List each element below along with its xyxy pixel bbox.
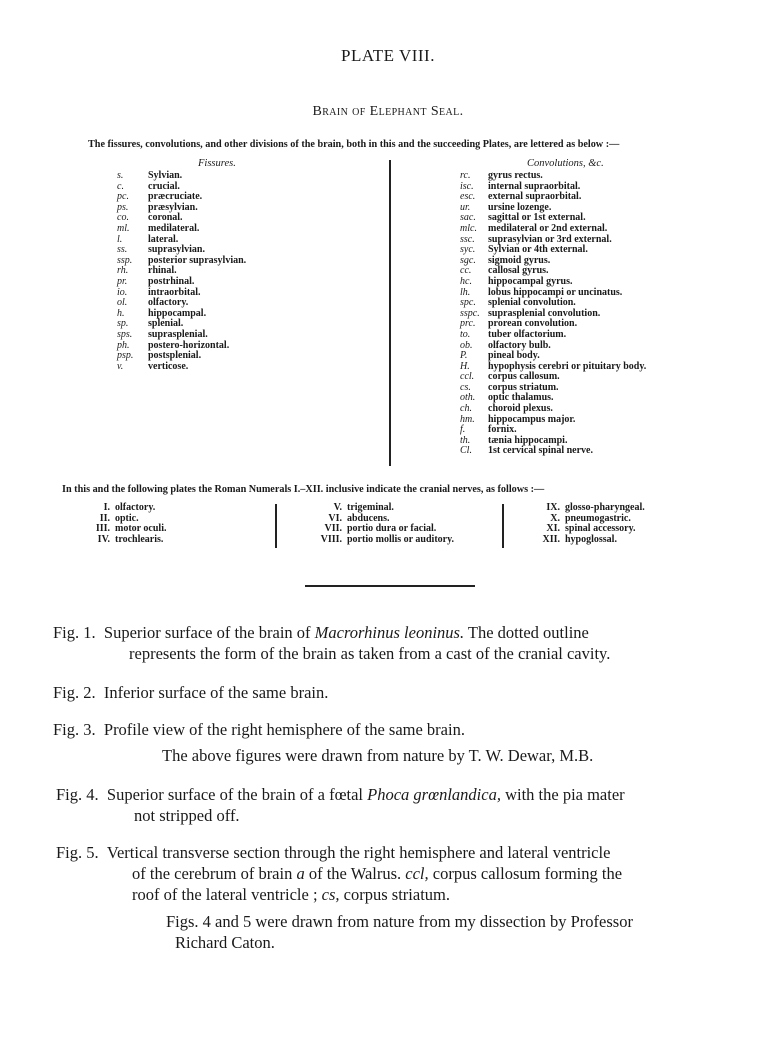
fissure-abbr: sps. bbox=[117, 328, 133, 340]
nerve-numeral: I. bbox=[103, 502, 110, 513]
species-name: Phoca grœnlandica, bbox=[367, 785, 501, 804]
nerves-column-3 bbox=[530, 503, 645, 545]
nerve-numeral: X. bbox=[550, 512, 560, 524]
convolution-name: Sylvian or 4th external. bbox=[488, 244, 588, 256]
convolution-name: suprasplenial convolution. bbox=[488, 307, 601, 319]
fig-3-caption: Fig. 3. Profile view of the right hemisphere of the same brain. bbox=[53, 720, 465, 739]
fig-4-label: Fig. 4. bbox=[56, 785, 99, 804]
nerve-name: spinal accessory. bbox=[565, 523, 636, 535]
convolution-name: choroid plexus. bbox=[488, 403, 553, 415]
species-name: Macrorhinus leoninus. bbox=[314, 623, 465, 642]
convolution-abbr: ch. bbox=[460, 403, 472, 415]
nerve-name: glosso-pharyngeal. bbox=[565, 502, 645, 513]
convolution-item bbox=[460, 446, 646, 457]
nerve-item bbox=[310, 535, 454, 546]
fissure-name: crucial. bbox=[148, 180, 180, 192]
fissure-name: suprasylvian. bbox=[148, 244, 205, 256]
fissure-abbr: v. bbox=[117, 360, 124, 372]
fissure-abbr: h. bbox=[117, 307, 125, 319]
convolution-abbr: ob. bbox=[460, 339, 473, 351]
convolution-name: corpus callosum. bbox=[488, 371, 560, 383]
credit-caton: Figs. 4 and 5 were drawn from nature from my dissection by Professor Richard Caton. bbox=[166, 912, 633, 952]
convolution-name: gyrus rectus. bbox=[488, 170, 543, 181]
nerve-numeral: IV. bbox=[97, 533, 110, 545]
fissure-abbr: ph. bbox=[117, 339, 130, 351]
convolution-abbr: H. bbox=[460, 360, 470, 372]
fissure-name: postero-horizontal. bbox=[148, 339, 230, 351]
fissure-item bbox=[117, 277, 246, 288]
convolution-item bbox=[460, 171, 646, 182]
fissures-heading: Fissures. bbox=[198, 158, 236, 169]
convolution-abbr: sac. bbox=[460, 212, 476, 224]
nerve-numeral: II. bbox=[99, 512, 110, 524]
convolution-name: lobus hippocampi or uncinatus. bbox=[488, 286, 623, 298]
fissure-name: postrhinal. bbox=[148, 275, 195, 287]
convolution-abbr: hc. bbox=[460, 275, 472, 287]
fissure-abbr: c. bbox=[117, 180, 124, 192]
convolution-name: suprasylvian or 3rd external. bbox=[488, 233, 612, 245]
fissure-item bbox=[117, 224, 246, 235]
nerves-column-1 bbox=[82, 503, 166, 545]
convolution-abbr: spc. bbox=[460, 297, 476, 309]
fissure-name: olfactory. bbox=[148, 297, 189, 309]
convolution-name: hypophysis cerebri or pituitary body. bbox=[488, 360, 647, 372]
nerve-item bbox=[310, 503, 454, 514]
convolution-abbr: mlc. bbox=[460, 222, 477, 234]
nerve-item bbox=[82, 535, 166, 546]
convolution-abbr: rc. bbox=[460, 170, 471, 181]
convolution-abbr: prc. bbox=[460, 318, 476, 330]
convolution-name: prorean convolution. bbox=[488, 318, 578, 330]
convolution-abbr: ccl. bbox=[460, 371, 475, 383]
nerve-numeral: XII. bbox=[542, 533, 560, 545]
fig-5-label: Fig. 5. bbox=[56, 843, 99, 862]
convolution-abbr: sspc. bbox=[460, 307, 480, 319]
convolution-abbr: P. bbox=[460, 350, 468, 362]
fissure-name: coronal. bbox=[148, 212, 183, 224]
convolution-name: tuber olfactorium. bbox=[488, 328, 567, 340]
fig-5-caption: Fig. 5. Vertical transverse section through the right hemisphere and lateral ventricle of the cerebrum of brain a of the Walrus. ccl, corpus callosum forming the roof of the lateral ventricle ; cs, corpus striatum. bbox=[56, 843, 623, 904]
fissure-name: rhinal. bbox=[148, 265, 177, 277]
fig-3-label: Fig. 3. bbox=[53, 720, 96, 739]
fissure-name: suprasplenial. bbox=[148, 328, 208, 340]
convolution-abbr: esc. bbox=[460, 191, 476, 203]
convolution-abbr: cc. bbox=[460, 265, 472, 277]
fissure-name: præsylvian. bbox=[148, 201, 198, 213]
fissure-abbr: pc. bbox=[117, 191, 129, 203]
nerve-numeral: XI. bbox=[546, 523, 560, 535]
fissure-abbr: l. bbox=[117, 233, 123, 245]
nerves-divider-2 bbox=[502, 504, 504, 548]
nerve-item bbox=[530, 503, 645, 514]
convolution-name: pineal body. bbox=[488, 350, 540, 362]
nerve-item bbox=[530, 535, 645, 546]
fissure-abbr: ss. bbox=[117, 244, 128, 256]
nerve-numeral: IX. bbox=[546, 502, 560, 513]
convolution-item bbox=[460, 330, 646, 341]
fissure-abbr: ssp. bbox=[117, 254, 133, 266]
fig-1-label: Fig. 1. bbox=[53, 623, 96, 642]
convolution-abbr: to. bbox=[460, 328, 471, 340]
fissure-abbr: s. bbox=[117, 170, 124, 181]
convolutions-heading: Convolutions, &c. bbox=[527, 158, 604, 169]
fissure-abbr: ml. bbox=[117, 222, 130, 234]
fissure-name: Sylvian. bbox=[148, 170, 183, 181]
nerve-name: trochlearis. bbox=[115, 533, 164, 545]
convolution-abbr: oth. bbox=[460, 392, 476, 404]
fissure-name: præcruciate. bbox=[148, 191, 203, 203]
nerve-name: abducens. bbox=[347, 512, 390, 524]
fissure-item bbox=[117, 362, 246, 373]
nerve-item bbox=[82, 503, 166, 514]
convolution-name: hippocampus major. bbox=[488, 413, 576, 425]
nerve-numeral: V. bbox=[333, 502, 342, 513]
convolution-name: external supraorbital. bbox=[488, 191, 582, 203]
nerve-name: trigeminal. bbox=[347, 502, 394, 513]
convolution-abbr: lh. bbox=[460, 286, 471, 298]
lettering-intro: The fissures, convolutions, and other divisions of the brain, both in this and the succeeding Plates, are lettered as below :— bbox=[88, 139, 620, 150]
convolutions-list bbox=[460, 171, 646, 457]
fig-1-caption: Fig. 1. Superior surface of the brain of Macrorhinus leoninus. The dotted outline represents the form of the brain as taken from a cast of the cranial cavity. bbox=[53, 623, 611, 663]
convolution-name: hippocampal gyrus. bbox=[488, 275, 573, 287]
fissure-name: medilateral. bbox=[148, 222, 200, 234]
fig-4-caption: Fig. 4. Superior surface of the brain of a fœtal Phoca grœnlandica, with the pia mater not stripped off. bbox=[56, 785, 625, 825]
plate-subtitle: Brain of Elephant Seal. bbox=[312, 104, 464, 119]
section-rule bbox=[305, 585, 475, 587]
convolution-abbr: th. bbox=[460, 434, 471, 446]
fig-2-caption: Fig. 2. Inferior surface of the same brain. bbox=[53, 683, 329, 702]
nerve-name: olfactory. bbox=[115, 502, 156, 513]
convolution-abbr: cs. bbox=[460, 381, 471, 393]
convolution-abbr: Cl. bbox=[460, 445, 472, 457]
fig-2-label: Fig. 2. bbox=[53, 683, 96, 702]
convolution-name: 1st cervical spinal nerve. bbox=[488, 445, 593, 457]
fissure-name: verticose. bbox=[148, 360, 189, 372]
fissure-abbr: ps. bbox=[117, 201, 129, 213]
convolution-name: ursine lozenge. bbox=[488, 201, 552, 213]
convolution-name: sagittal or 1st external. bbox=[488, 212, 586, 224]
fissure-item bbox=[117, 256, 246, 267]
convolution-name: tænia hippocampi. bbox=[488, 434, 568, 446]
fissure-abbr: co. bbox=[117, 212, 129, 224]
convolution-name: medilateral or 2nd external. bbox=[488, 222, 608, 234]
nerve-numeral: VII. bbox=[324, 523, 342, 535]
column-divider bbox=[389, 160, 391, 466]
fissure-abbr: ol. bbox=[117, 297, 128, 309]
fissure-item bbox=[117, 171, 246, 182]
nerves-divider-1 bbox=[275, 504, 277, 548]
fissure-abbr: pr. bbox=[117, 275, 128, 287]
fissure-item bbox=[117, 330, 246, 341]
credit-dewar: The above figures were drawn from nature by T. W. Dewar, M.B. bbox=[162, 746, 594, 765]
convolution-abbr: ur. bbox=[460, 201, 471, 213]
fissure-abbr: psp. bbox=[117, 350, 134, 362]
convolution-abbr: syc. bbox=[460, 244, 476, 256]
convolution-abbr: isc. bbox=[460, 180, 474, 192]
convolution-name: fornix. bbox=[488, 424, 517, 436]
fissures-list bbox=[117, 171, 246, 372]
fissure-abbr: sp. bbox=[117, 318, 129, 330]
convolution-name: optic thalamus. bbox=[488, 392, 554, 404]
nerve-name: motor oculi. bbox=[115, 523, 167, 535]
fissure-name: intraorbital. bbox=[148, 286, 201, 298]
nerve-numeral: VI. bbox=[328, 512, 342, 524]
convolution-abbr: f. bbox=[460, 424, 466, 436]
convolution-abbr: ssc. bbox=[460, 233, 475, 245]
fissure-name: hippocampal. bbox=[148, 307, 207, 319]
convolution-item bbox=[460, 277, 646, 288]
convolution-name: splenial convolution. bbox=[488, 297, 576, 309]
fissure-abbr: rh. bbox=[117, 265, 129, 277]
plate-title: PLATE VIII. bbox=[341, 46, 435, 65]
fissure-abbr: io. bbox=[117, 286, 128, 298]
nerve-numeral: III. bbox=[95, 523, 110, 535]
convolution-abbr: hm. bbox=[460, 413, 475, 425]
fissure-name: posterior suprasylvian. bbox=[148, 254, 247, 266]
nerve-name: optic. bbox=[115, 512, 139, 524]
convolution-name: corpus striatum. bbox=[488, 381, 559, 393]
fissure-name: lateral. bbox=[148, 233, 179, 245]
fissure-name: postsplenial. bbox=[148, 350, 202, 362]
convolution-name: internal supraorbital. bbox=[488, 180, 581, 192]
nerve-name: portio dura or facial. bbox=[347, 523, 437, 535]
nerve-name: portio mollis or auditory. bbox=[347, 533, 455, 545]
cranial-nerves-intro: In this and the following plates the Roman Numerals I.–XII. inclusive indicate the cranial nerves, as follows :— bbox=[62, 484, 545, 495]
convolution-name: callosal gyrus. bbox=[488, 265, 549, 277]
convolution-abbr: sgc. bbox=[460, 254, 476, 266]
nerve-numeral: VIII. bbox=[320, 533, 342, 545]
convolution-name: olfactory bulb. bbox=[488, 339, 551, 351]
nerve-name: pneumogastric. bbox=[565, 512, 631, 524]
fissure-name: splenial. bbox=[148, 318, 184, 330]
nerves-column-2 bbox=[310, 503, 454, 545]
convolution-name: sigmoid gyrus. bbox=[488, 254, 551, 266]
nerve-name: hypoglossal. bbox=[565, 533, 617, 545]
convolution-item bbox=[460, 224, 646, 235]
